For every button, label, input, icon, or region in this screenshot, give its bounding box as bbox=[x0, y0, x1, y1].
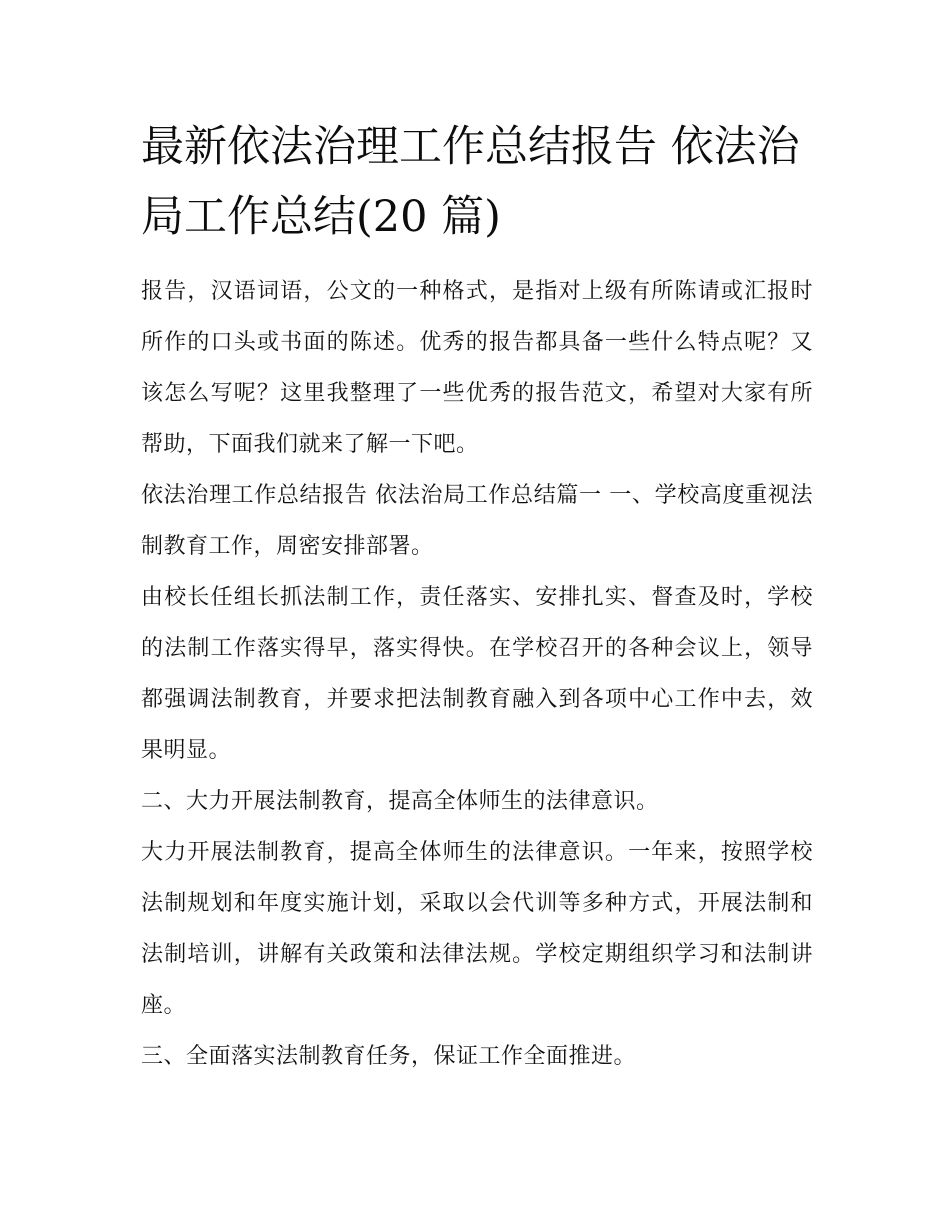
paragraph-section-one-heading: 依法治理工作总结报告 依法治局工作总结篇一 一、学校高度重视法制教育工作，周密安排部署。 bbox=[141, 483, 813, 559]
document-body bbox=[141, 112, 813, 1082]
paragraph-section-two-body: 大力开展法制教育，提高全体师生的法律意识。一年来，按照学校法制规划和年度实施计划，采取以会代训等多种方式，开展法制和法制培训，讲解有关政策和法律法规。学校定期组织学习和法制讲座。 bbox=[141, 840, 813, 1018]
paragraph-intro: 报告，汉语词语，公文的一种格式，是指对上级有所陈请或汇报时所作的口头或书面的陈述。优秀的报告都具备一些什么特点呢？又该怎么写呢？这里我整理了一些优秀的报告范文，希望对大家有所帮助，下面我们就来了解一下吧。 bbox=[141, 279, 813, 457]
paragraph-section-one-body: 由校长任组长抓法制工作，责任落实、安排扎实、督查及时，学校的法制工作落实得早，落实得快。在学校召开的各种会议上，领导都强调法制教育，并要求把法制教育融入到各项中心工作中去，效果明显。 bbox=[141, 585, 813, 763]
paragraph-section-three-heading: 三、全面落实法制教育任务，保证工作全面推进。 bbox=[141, 1044, 637, 1069]
paragraph-section-two-heading: 二、大力开展法制教育，提高全体师生的法律意识。 bbox=[141, 789, 659, 814]
document-title: 最新依法治理工作总结报告 依法治局工作总结(20 篇) bbox=[141, 122, 800, 242]
